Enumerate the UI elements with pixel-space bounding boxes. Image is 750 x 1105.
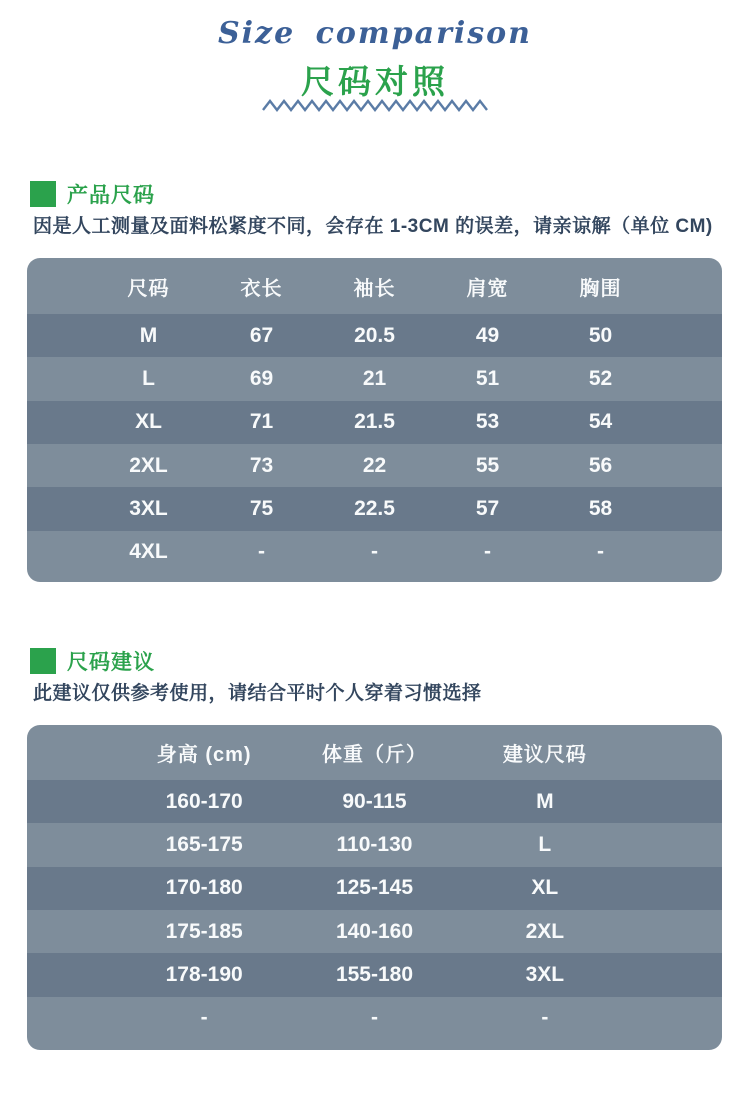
table-cell: 160-170 xyxy=(165,789,243,813)
table-row xyxy=(27,867,722,910)
size-advice-table xyxy=(27,725,722,1050)
table-cell: 20.5 xyxy=(354,323,395,347)
table-cell: 90-115 xyxy=(342,789,407,813)
table-cell: 56 xyxy=(588,453,613,477)
table-cell: 22.5 xyxy=(354,496,395,520)
table-cell: 50 xyxy=(588,323,613,347)
table-cell: 69 xyxy=(249,366,274,390)
section-heading-label: 尺码建议 xyxy=(67,651,155,674)
table-cell: 52 xyxy=(588,366,613,390)
table-cell: 21.5 xyxy=(354,410,395,434)
table-cell: 125-145 xyxy=(335,876,414,900)
table-cell: - xyxy=(597,540,604,564)
table-cell: 178-190 xyxy=(165,962,243,986)
product-size-table xyxy=(27,258,722,582)
page-title-chinese: 尺码对照 xyxy=(301,63,449,100)
table-cell: 110-130 xyxy=(336,832,413,856)
table-cell: - xyxy=(370,1006,378,1030)
green-square-bullet-icon xyxy=(30,648,56,674)
table-cell: 3XL xyxy=(129,496,168,520)
table-row xyxy=(27,953,722,996)
section-heading-label: 产品尺码 xyxy=(67,184,155,207)
column-header: 袖长 xyxy=(353,277,396,300)
section-product-size-heading xyxy=(30,179,155,209)
column-header: 肩宽 xyxy=(466,277,509,300)
table-cell: 22 xyxy=(362,453,387,477)
table-cell: 67 xyxy=(249,323,274,347)
table-row xyxy=(27,823,722,866)
table-cell: 73 xyxy=(249,453,274,477)
table-cell: L xyxy=(142,366,155,390)
size-advice-note: 此建议仅供参考使用，请结合平时个人穿着习惯选择 xyxy=(33,683,482,704)
table-cell: 140-160 xyxy=(335,919,414,943)
table-cell: 2XL xyxy=(525,919,565,943)
table-cell: 51 xyxy=(475,366,500,390)
column-header: 建议尺码 xyxy=(502,744,587,766)
table-cell: 55 xyxy=(475,453,500,477)
table-cell: 21 xyxy=(362,366,387,390)
table-cell: 71 xyxy=(249,410,274,434)
table-cell: 4XL xyxy=(129,540,168,564)
table-row xyxy=(27,531,722,574)
table-row xyxy=(27,910,722,953)
table-cell: - xyxy=(541,1006,549,1030)
table-cell: 57 xyxy=(475,496,500,520)
table-cell: M xyxy=(139,323,158,347)
table-header-row xyxy=(27,258,722,314)
table-cell: XL xyxy=(531,876,559,900)
column-header: 体重（斤） xyxy=(321,744,427,766)
page-title-english: Size comparison xyxy=(218,16,532,51)
table-cell: - xyxy=(200,1006,208,1030)
table-cell: 75 xyxy=(249,496,274,520)
table-cell: 175-185 xyxy=(165,919,243,943)
column-header: 身高 (cm) xyxy=(156,744,252,766)
table-cell: L xyxy=(538,832,552,856)
table-cell: - xyxy=(258,540,265,564)
table-cell: 155-180 xyxy=(335,962,414,986)
table-row xyxy=(27,314,722,357)
column-header: 尺码 xyxy=(127,277,170,300)
zigzag-divider-icon xyxy=(0,97,750,119)
product-size-note: 因是人工测量及面料松紧度不同，会存在 1-3CM 的误差，请亲谅解（单位 CM) xyxy=(33,216,713,237)
table-row xyxy=(27,780,722,823)
table-cell: 54 xyxy=(588,410,613,434)
table-cell: - xyxy=(484,540,491,564)
table-cell: 165-175 xyxy=(165,832,243,856)
table-row xyxy=(27,444,722,487)
column-header: 胸围 xyxy=(579,277,622,300)
table-cell: XL xyxy=(135,410,162,434)
table-cell: M xyxy=(536,789,554,813)
table-header-row xyxy=(27,725,722,780)
table-cell: 170-180 xyxy=(165,876,243,900)
table-cell: 53 xyxy=(475,410,500,434)
column-header: 衣长 xyxy=(240,277,283,300)
table-cell: 3XL xyxy=(525,962,565,986)
table-row xyxy=(27,357,722,400)
table-cell: 58 xyxy=(588,496,613,520)
table-row xyxy=(27,487,722,530)
table-cell: 2XL xyxy=(129,453,168,477)
table-cell: - xyxy=(371,540,378,564)
table-row xyxy=(27,997,722,1040)
green-square-bullet-icon xyxy=(30,181,56,207)
table-row xyxy=(27,401,722,444)
table-cell: 49 xyxy=(475,323,500,347)
section-size-advice-heading xyxy=(30,646,155,676)
